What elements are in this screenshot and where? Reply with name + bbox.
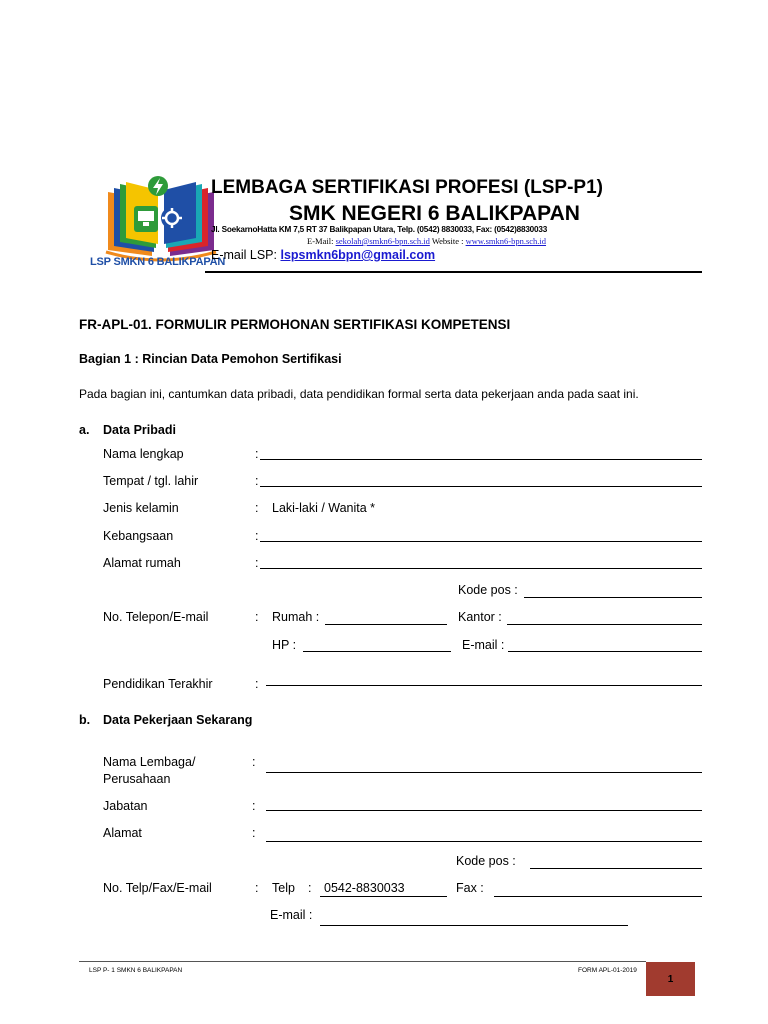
logo-text: LSP SMKN 6 BALIKPAPAN: [90, 256, 226, 268]
footer-divider: [79, 961, 646, 962]
nama-lembaga-field[interactable]: [266, 772, 702, 773]
telp-field[interactable]: [320, 896, 447, 897]
section-intro: Pada bagian ini, cantumkan data pribadi, data pendidikan formal serta data pekerjaan anda pada saat ini.: [79, 387, 639, 401]
pendidikan-field[interactable]: [266, 685, 702, 686]
rumah-field[interactable]: [325, 624, 447, 625]
header-contact-line: [307, 237, 546, 246]
section-b-title: Data Pekerjaan Sekarang: [103, 713, 253, 727]
kode-pos-b-field[interactable]: [530, 868, 702, 869]
colon: :: [252, 755, 256, 769]
label-kode-pos: Kode pos :: [458, 583, 518, 597]
label-no-telp-fax: No. Telp/Fax/E-mail: [103, 881, 212, 895]
label-hp: HP :: [272, 638, 297, 652]
header-address: Jl. SoekarnoHatta KM 7,5 RT 37 Balikpapan Utara, Telp. (0542) 8830033, Fax: (0542)8830033: [211, 225, 548, 234]
kantor-field[interactable]: [507, 624, 702, 625]
colon: :: [255, 677, 259, 691]
header-title-line2: SMK NEGERI 6 BALIKPAPAN: [289, 202, 580, 225]
form-title: FR-APL-01. FORMULIR PERMOHONAN SERTIFIKASI KOMPETENSI: [79, 317, 511, 332]
tempat-lahir-field[interactable]: [260, 486, 702, 487]
label-pendidikan: Pendidikan Terakhir: [103, 677, 213, 691]
label-telp: Telp: [272, 881, 295, 895]
label-alamat: Alamat: [103, 826, 142, 840]
colon: :: [255, 474, 259, 488]
lsp-logo: [90, 172, 226, 272]
colon: :: [255, 610, 259, 624]
header-title-line1: LEMBAGA SERTIFIKASI PROFESI (LSP-P1): [211, 177, 603, 198]
label-nama-lembaga-1: Nama Lembaga/: [103, 755, 196, 769]
section-b-marker: b.: [79, 713, 91, 727]
jabatan-field[interactable]: [266, 810, 702, 811]
colon: :: [255, 447, 259, 461]
label-fax: Fax :: [456, 881, 484, 895]
section-a-marker: a.: [79, 423, 90, 437]
section-a-title: Data Pribadi: [103, 423, 176, 437]
school-email-link[interactable]: sekolah@smkn6-bpn.sch.id: [335, 236, 430, 246]
colon: :: [255, 556, 259, 570]
label-email-b: E-mail :: [270, 908, 313, 922]
email-field[interactable]: [508, 651, 702, 652]
label-nama-lembaga-2: Perusahaan: [103, 772, 171, 786]
lsp-email-line: [211, 249, 435, 262]
nama-lengkap-field[interactable]: [260, 459, 702, 460]
colon: :: [255, 529, 259, 543]
section-1-title: Bagian 1 : Rincian Data Pemohon Sertifikasi: [79, 352, 342, 366]
label-kode-pos-b: Kode pos :: [456, 854, 516, 868]
hp-field[interactable]: [303, 651, 451, 652]
kode-pos-field[interactable]: [524, 597, 702, 598]
label-jenis-kelamin: Jenis kelamin: [103, 501, 179, 515]
alamat-field[interactable]: [266, 841, 702, 842]
kebangsaan-field[interactable]: [260, 541, 702, 542]
website-link[interactable]: www.smkn6-bpn.sch.id: [465, 236, 547, 246]
label-nama-lengkap: Nama lengkap: [103, 447, 184, 461]
label-email: E-mail :: [462, 638, 505, 652]
lsp-email-link[interactable]: lspsmkn6bpn@gmail.com: [280, 248, 436, 262]
label-kebangsaan: Kebangsaan: [103, 529, 174, 543]
label-jabatan: Jabatan: [103, 799, 148, 813]
school-email-label: E-Mail:: [307, 236, 334, 246]
label-alamat-rumah: Alamat rumah: [103, 556, 181, 570]
fax-field[interactable]: [494, 896, 702, 897]
lsp-email-label: E-mail LSP:: [211, 248, 277, 262]
page-number-badge: 1: [646, 962, 695, 996]
colon: :: [255, 501, 259, 515]
label-kantor: Kantor :: [458, 610, 502, 624]
telp-colon: :: [308, 881, 312, 895]
footer-right: FORM APL-01-2019: [578, 967, 637, 974]
email-b-field[interactable]: [320, 925, 628, 926]
label-no-telepon: No. Telepon/E-mail: [103, 610, 209, 624]
colon: :: [252, 799, 256, 813]
header-divider: [205, 271, 702, 273]
telp-value[interactable]: 0542-8830033: [324, 881, 405, 895]
footer-left: LSP P- 1 SMKN 6 BALIKPAPAN: [89, 967, 183, 974]
jenis-kelamin-value[interactable]: Laki-laki / Wanita *: [272, 501, 376, 515]
website-label: Website :: [431, 236, 464, 246]
alamat-rumah-field[interactable]: [260, 568, 702, 569]
colon: :: [255, 881, 259, 895]
colon: :: [252, 826, 256, 840]
label-tempat-lahir: Tempat / tgl. lahir: [103, 474, 199, 488]
label-rumah: Rumah :: [272, 610, 320, 624]
